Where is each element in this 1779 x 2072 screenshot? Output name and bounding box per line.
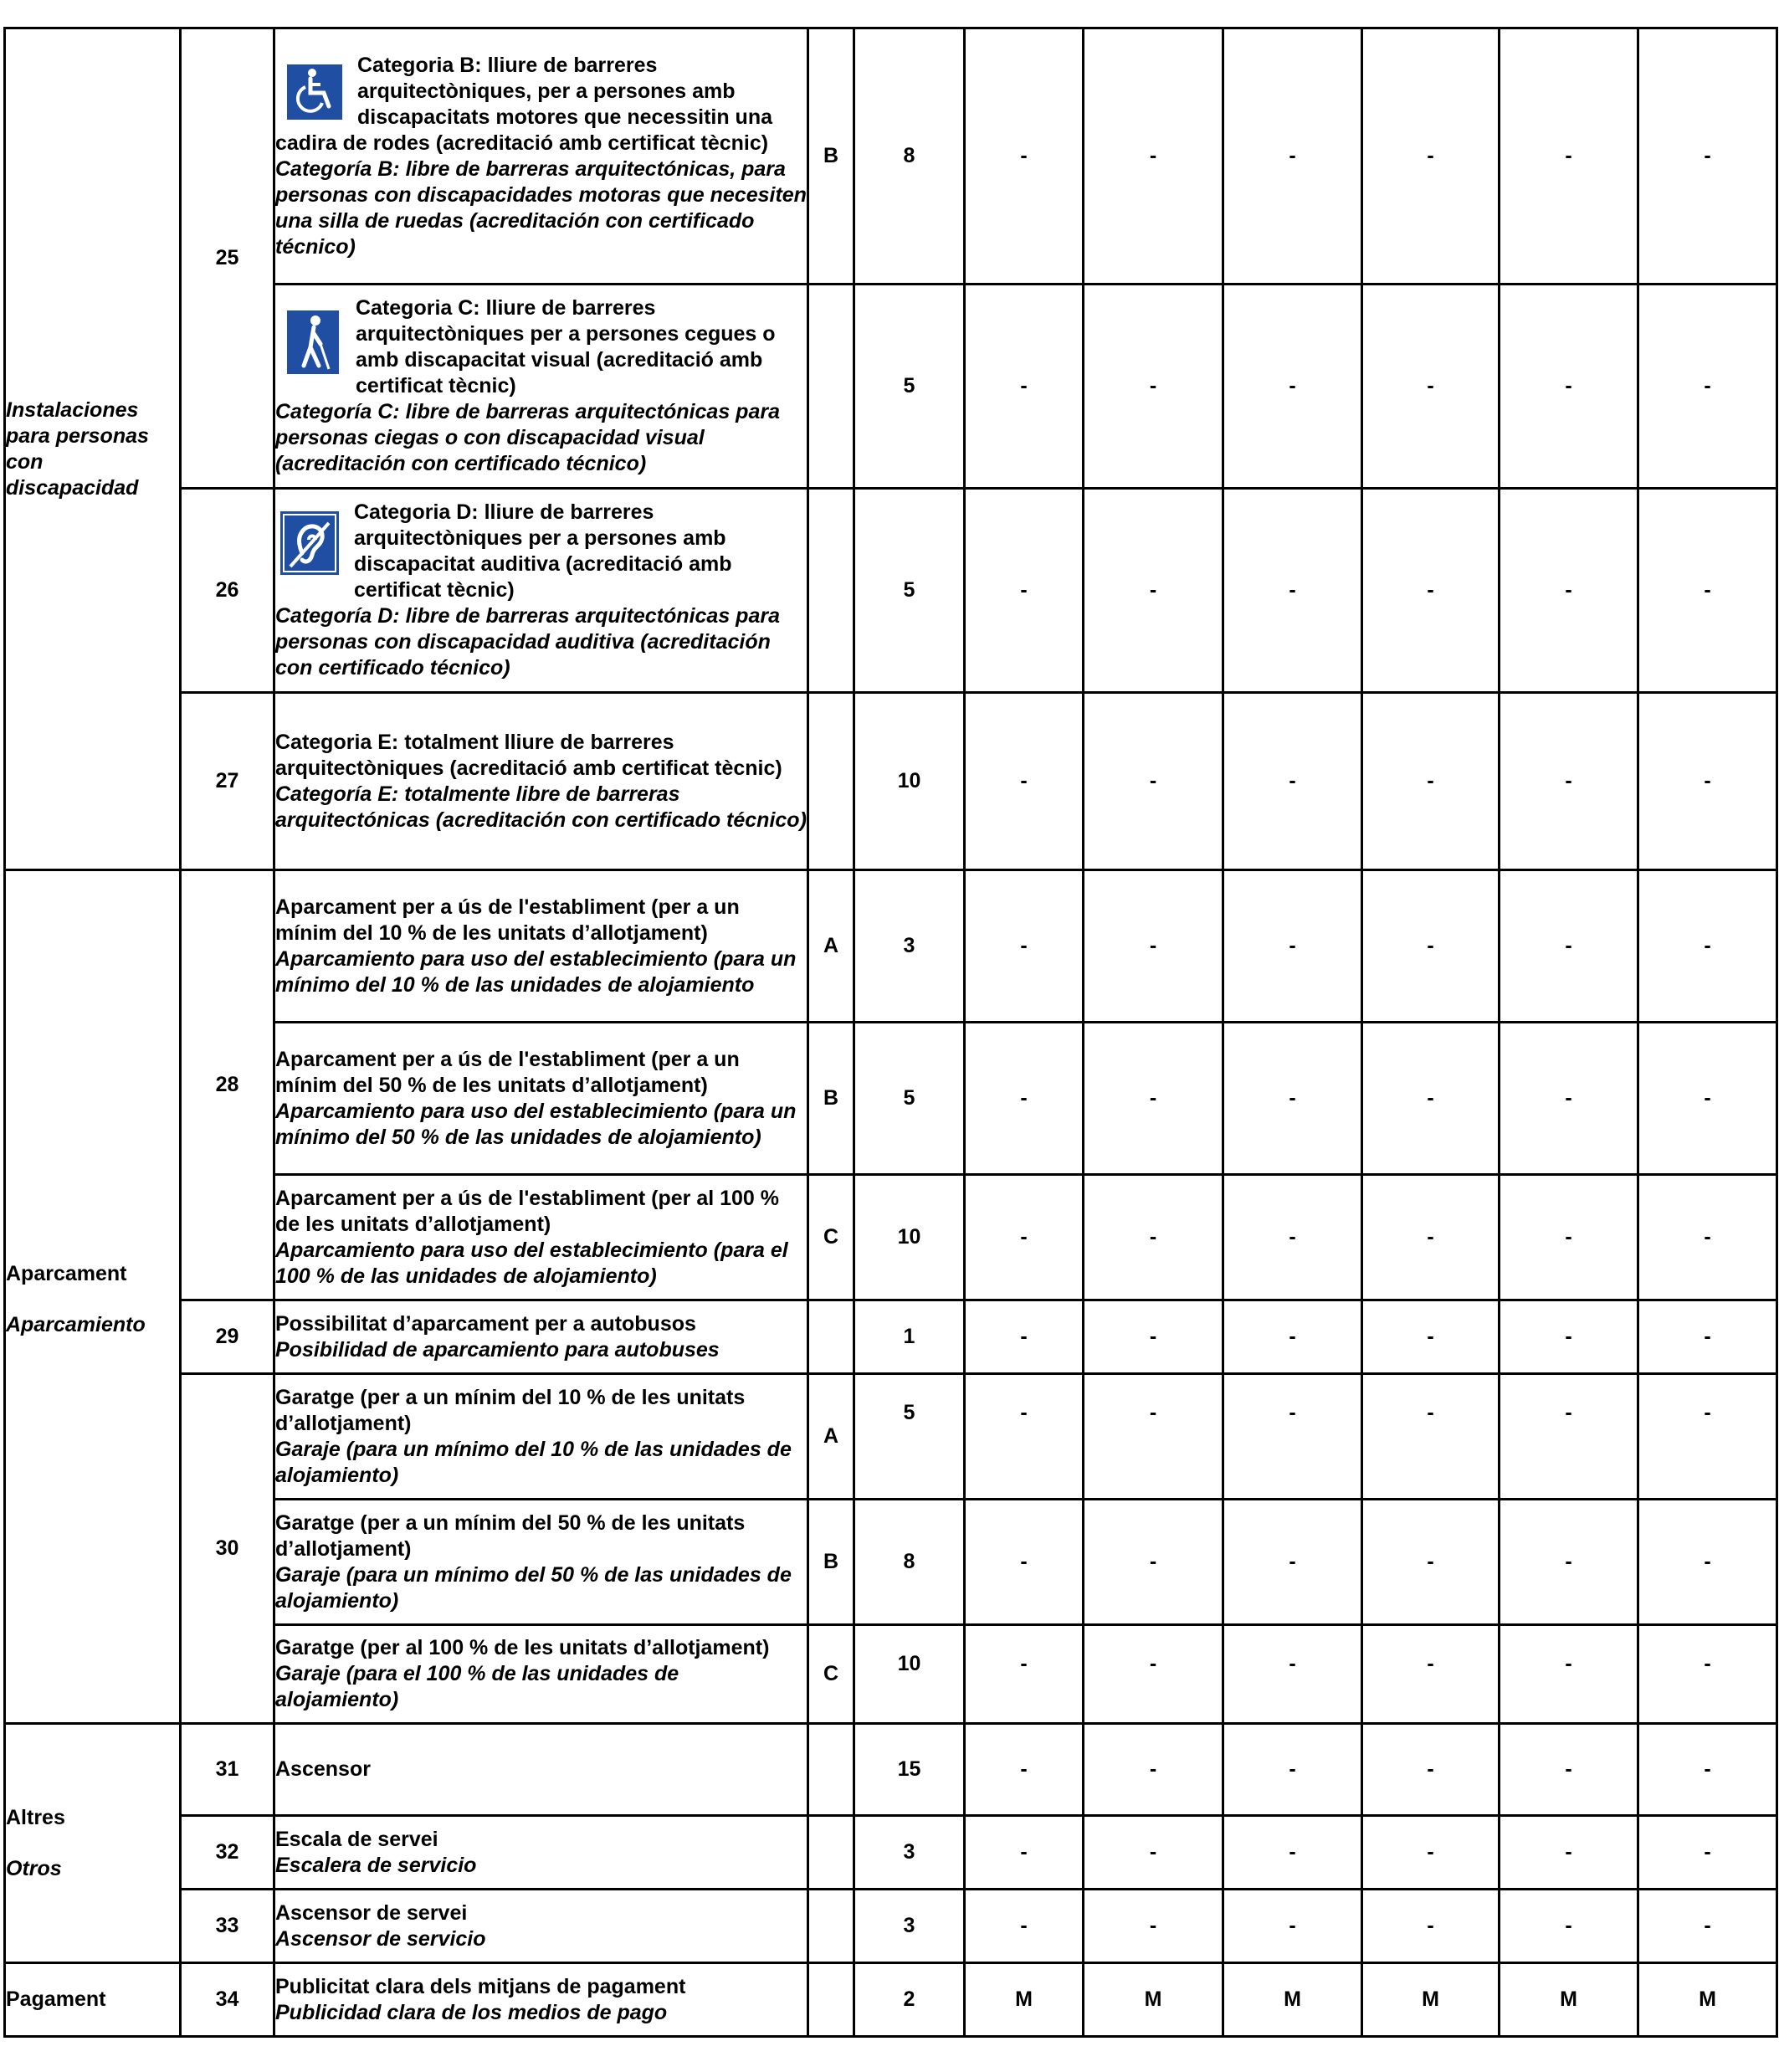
blind-person-cane-icon [287,310,339,374]
blind-person-cane-icon-svg [287,310,339,374]
points-value: 3 [854,1816,965,1890]
category-mark: - [965,1625,1084,1724]
category-mark: - [1084,1816,1223,1890]
wheelchair-icon [287,64,342,120]
category-mark: - [965,1890,1084,1963]
category-mark: - [965,1724,1084,1816]
group-label-es: Aparcamiento [6,1313,146,1336]
level-letter: A [808,1374,854,1500]
group-gap [6,1831,179,1856]
criterion-text-es: Garaje (para un mínimo del 10 % de las unidades de alojamiento) [275,1437,792,1487]
category-mark: M [1500,1963,1638,2037]
category-mark: - [1362,1816,1500,1890]
points-value: 5 [854,1023,965,1175]
points-value: 1 [854,1300,965,1374]
level-letter: A [808,870,854,1023]
criterion-text-ca: Publicitat clara dels mitjans de pagament [275,1974,686,1998]
category-mark: - [1362,489,1500,693]
criterion-description [274,1816,808,1890]
category-mark: - [1084,1023,1223,1175]
level-letter [808,1724,854,1816]
category-mark: - [1638,1023,1777,1175]
level-letter: B [808,28,854,285]
criterion-text-es: Ascensor de servicio [275,1926,486,1951]
category-mark: - [965,870,1084,1023]
criterion-text-ca: Aparcament per a ús de l'establiment (per a un mínim del 10 % de les unitats d’allotjament) [275,895,740,945]
criterion-text-ca: Aparcament per a ús de l'establiment (per al 100 % de les unitats d’allotjament) [275,1186,780,1236]
category-mark: - [1500,489,1638,693]
category-mark: - [1638,1175,1777,1300]
criterion-text-es: Categoría D: libre de barreras arquitectónicas para personas con discapacidad auditiva (acreditación con certificado técnico) [275,604,780,680]
table-row [5,1300,1777,1374]
category-mark: - [1362,28,1500,285]
table-row [5,28,1777,285]
item-number: 29 [181,1300,274,1374]
criterion-text-ca: Aparcament per a ús de l'establiment (per a un mínim del 50 % de les unitats d’allotjament) [275,1047,740,1097]
category-mark: - [1223,693,1362,870]
criterion-description [274,489,808,693]
category-mark: - [1223,1890,1362,1963]
category-mark: - [1638,28,1777,285]
criterion-description [274,28,808,285]
category-mark: - [1362,1500,1500,1625]
category-mark: - [1638,693,1777,870]
hearing-loop-icon-svg [280,511,339,575]
category-mark: - [1500,1023,1638,1175]
level-letter: C [808,1175,854,1300]
category-mark: - [1084,870,1223,1023]
points-value: 5 [854,489,965,693]
points-value: 3 [854,870,965,1023]
category-mark: - [1500,1816,1638,1890]
group-gap [6,1287,179,1312]
category-mark: - [1084,285,1223,489]
item-number: 30 [181,1374,274,1724]
category-mark: M [965,1963,1084,2037]
criterion-text-es: Categoría C: libre de barreras arquitectónicas para personas ciegas o con discapacidad visual (acreditación con certificado técnico) [275,400,780,475]
criterion-text-ca: Ascensor de servei [275,1900,468,1925]
category-mark: - [1500,1500,1638,1625]
criterion-description [274,1963,808,2037]
category-mark: - [965,693,1084,870]
criterion-text-ca: Categoria C: lliure de barreres arquitectòniques per a persones cegues o amb discapacitat visual (acreditació amb certificat tècnic) [356,296,776,397]
category-mark: - [1500,1724,1638,1816]
wheelchair-icon-svg [287,64,342,120]
group-cell-pagament [5,1963,181,2037]
group-label-ca: Altres [6,1805,65,1829]
criterion-text-es: Categoría B: libre de barreras arquitectónicas, para personas con discapacidades motoras que necesiten una silla de ruedas (acreditación con certificado técnico) [275,156,807,259]
criterion-text-ca: Escala de servei [275,1827,438,1851]
criterion-description [274,1890,808,1963]
category-mark: - [965,1023,1084,1175]
points-value: 10 [854,693,965,870]
table-row [5,1374,1777,1500]
category-mark: - [1362,1625,1500,1724]
group-label-ca: Pagament [6,1987,106,2011]
category-mark: - [1638,285,1777,489]
group-label-es: Otros [6,1856,62,1880]
criterion-text-es: Garaje (para el 100 % de las unidades de alojamiento) [275,1662,679,1711]
item-number: 28 [181,870,274,1300]
category-mark: - [965,1175,1084,1300]
category-mark: - [965,489,1084,693]
table-row [5,1963,1777,2037]
criterion-description [274,1625,808,1724]
points-value: 8 [854,28,965,285]
level-letter [808,1963,854,2037]
category-mark: - [1500,285,1638,489]
category-mark: - [965,1300,1084,1374]
category-mark: - [1084,1374,1223,1500]
item-number: 27 [181,693,274,870]
category-mark: - [1223,1724,1362,1816]
category-mark: - [965,1500,1084,1625]
category-mark: - [1084,1500,1223,1625]
level-letter [808,489,854,693]
group-cell-discapacidad [5,28,181,870]
criterion-text-ca: Garatge (per al 100 % de les unitats d’allotjament) [275,1636,770,1659]
category-mark: - [1638,1500,1777,1625]
points-value: 10 [854,1625,965,1724]
category-mark: M [1223,1963,1362,2037]
criterion-description [274,1374,808,1500]
category-mark: - [1500,1625,1638,1724]
criterion-text-ca: Categoria D: lliure de barreres arquitectòniques per a persones amb discapacitat auditiva (acreditació amb certificat tècnic) [354,500,732,602]
points-value: 3 [854,1890,965,1963]
category-mark: - [1500,28,1638,285]
item-number: 26 [181,489,274,693]
category-mark: - [1084,693,1223,870]
table-row [5,489,1777,693]
level-letter [808,693,854,870]
category-mark: M [1084,1963,1223,2037]
category-mark: M [1638,1963,1777,2037]
category-mark: - [1084,28,1223,285]
criterion-description [274,870,808,1023]
points-value: 2 [854,1963,965,2037]
group-cell-altres [5,1724,181,1963]
criterion-description [274,1500,808,1625]
category-mark: - [965,1374,1084,1500]
category-mark: - [1500,1300,1638,1374]
item-number: 31 [181,1724,274,1816]
category-mark: - [1084,1890,1223,1963]
item-number: 25 [181,28,274,489]
criterion-text-es: Garaje (para un mínimo del 50 % de las unidades de alojamiento) [275,1562,792,1613]
table-body [5,28,1777,2037]
table-row [5,1890,1777,1963]
category-mark: - [1362,1300,1500,1374]
category-mark: - [1223,1625,1362,1724]
criterion-text-ca: Possibilitat d’aparcament per a autobusos [275,1311,696,1336]
category-mark: - [1638,1300,1777,1374]
points-value: 15 [854,1724,965,1816]
item-number: 34 [181,1963,274,2037]
table-row [5,870,1777,1023]
category-mark: - [1084,1625,1223,1724]
group-label-es: Instalaciones para personas con discapacidad [6,397,149,500]
level-letter: B [808,1500,854,1625]
criterion-text-es: Aparcamiento para uso del establecimiento (para el 100 % de las unidades de alojamiento) [275,1238,788,1288]
table-row [5,693,1777,870]
criterion-description [274,1300,808,1374]
criterion-text-ca: Ascensor [275,1757,371,1781]
item-number: 33 [181,1890,274,1963]
category-mark: - [1362,1724,1500,1816]
category-mark: - [1223,1374,1362,1500]
category-mark: - [965,1816,1084,1890]
level-letter [808,1300,854,1374]
points-value: 5 [854,285,965,489]
criterion-text-es: Escalera de servicio [275,1853,477,1877]
category-mark: - [1362,870,1500,1023]
category-mark: - [965,28,1084,285]
category-mark: - [1223,1816,1362,1890]
group-cell-aparcament [5,870,181,1724]
group-label-ca: Aparcament [6,1262,127,1285]
category-mark: - [1362,1374,1500,1500]
category-mark: - [1638,489,1777,693]
criterion-text-es: Aparcamiento para uso del establecimiento (para un mínimo del 10 % de las unidades de alojamiento [275,946,797,997]
criterion-text-ca: Categoria E: totalment lliure de barreres arquitectòniques (acreditació amb certificat tècnic) [275,730,782,780]
category-mark: - [1638,1890,1777,1963]
level-letter: B [808,1023,854,1175]
level-letter [808,1890,854,1963]
category-mark: - [1362,1175,1500,1300]
category-mark: - [1223,1023,1362,1175]
item-number: 32 [181,1816,274,1890]
category-mark: - [1638,1374,1777,1500]
criterion-text-es: Publicidad clara de los medios de pago [275,2000,668,2024]
points-value: 8 [854,1500,965,1625]
level-letter: C [808,1625,854,1724]
category-mark: - [1638,1625,1777,1724]
level-letter [808,285,854,489]
category-mark: - [1223,870,1362,1023]
category-mark: - [1500,1175,1638,1300]
category-mark: M [1362,1963,1500,2037]
group-spacer [6,871,179,1261]
criterion-text-es: Categoría E: totalmente libre de barreras arquitectónicas (acreditación con certificado técnico) [275,782,807,832]
category-mark: - [1084,1300,1223,1374]
points-value: 5 [854,1374,965,1500]
category-mark: - [1223,489,1362,693]
category-mark: - [1500,870,1638,1023]
criterion-text-es: Aparcamiento para uso del establecimiento (para un mínimo del 50 % de las unidades de alojamiento) [275,1099,797,1149]
level-letter [808,1816,854,1890]
criterion-text-es: Posibilidad de aparcamiento para autobuses [275,1337,720,1362]
category-mark: - [965,285,1084,489]
criterion-description [274,1724,808,1816]
hearing-loop-icon [280,511,339,575]
category-mark: - [1500,1890,1638,1963]
category-mark: - [1362,1890,1500,1963]
category-mark: - [1500,693,1638,870]
points-value: 10 [854,1175,965,1300]
criterion-text-ca: Categoria B: lliure de barreres arquitectòniques, per a persones amb discapacitats motores que necessitin una cadira de rodes (acreditació amb certificat tècnic) [275,53,772,155]
category-mark: - [1362,693,1500,870]
category-mark: - [1223,28,1362,285]
table-row [5,1816,1777,1890]
category-mark: - [1638,1724,1777,1816]
category-mark: - [1223,1300,1362,1374]
category-mark: - [1638,870,1777,1023]
category-mark: - [1500,1374,1638,1500]
classification-table [3,27,1778,2038]
category-mark: - [1638,1816,1777,1890]
criterion-description [274,1023,808,1175]
category-mark: - [1223,1175,1362,1300]
table-row [5,1724,1777,1816]
criterion-text-ca: Garatge (per a un mínim del 10 % de les unitats d’allotjament) [275,1385,746,1435]
category-mark: - [1362,1023,1500,1175]
category-mark: - [1362,285,1500,489]
category-mark: - [1084,1724,1223,1816]
criterion-description [274,285,808,489]
criterion-description [274,1175,808,1300]
category-mark: - [1084,1175,1223,1300]
category-mark: - [1223,285,1362,489]
criterion-text-ca: Garatge (per a un mínim del 50 % de les unitats d’allotjament) [275,1510,746,1561]
category-mark: - [1084,489,1223,693]
category-mark: - [1223,1500,1362,1625]
criterion-description [274,693,808,870]
